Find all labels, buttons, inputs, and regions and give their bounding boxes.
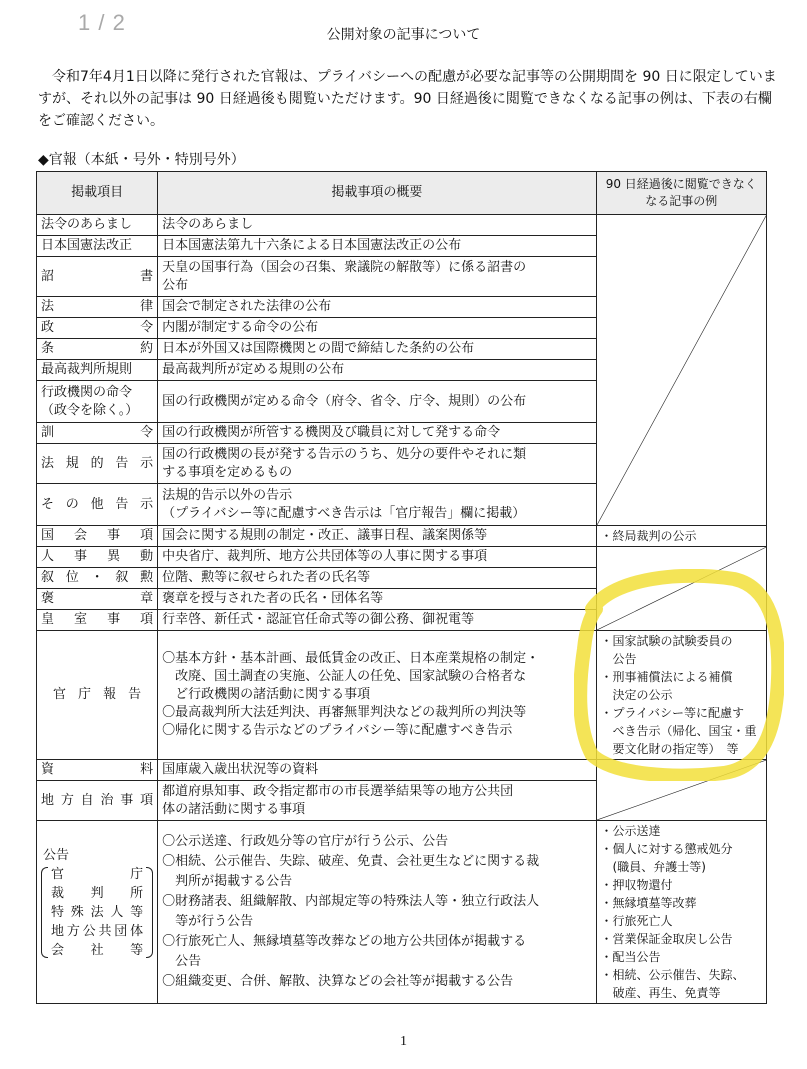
summary-cell: 褒章を授与された者の氏名・団体名等 [158,589,596,610]
summary-cell: 日本が外国又は国際機関との間で締結した条約の公布 [158,339,596,360]
summary-cell: 国会に関する規則の制定・改正、議事日程、議案関係等 [158,526,596,547]
kohyo-publishers: 官庁 裁判所 特殊法人等 地方公共団体 会社等 [41,865,153,960]
item-cell: 詔書 [37,257,158,297]
summary-cell: 国会で制定された法律の公布 [158,297,596,318]
diagonal-line [597,760,766,820]
restricted-cell: ・国家試験の試験委員の 公告 ・刑事補償法による補償 決定の公示 ・プライバシー等に配慮す べき告示（帰化、国宝・重 要文化財の指定等） 等 [596,631,766,760]
summary-cell: 国の行政機関の長が発する告示のうち、処分の要件やそれに類 する事項を定めるもの [158,444,596,484]
summary-cell: 法令のあらまし [158,215,596,236]
summary-cell: 日本国憲法第九十六条による日本国憲法改正の公布 [158,236,596,257]
diagonal-line [597,547,766,630]
summary-cell: 法規的告示以外の告示 （プライバシー等に配慮すべき告示は「官庁報告」欄に掲載） [158,484,596,526]
section-heading: ◆官報（本紙・号外・特別号外） [38,152,245,168]
summary-cell: 位階、勲等に叙せられた者の氏名等 [158,568,596,589]
item-cell: 最高裁判所規則 [37,360,158,381]
page-indicator: 1 / 2 [78,10,126,35]
restricted-empty-cell [596,215,766,526]
item-cell: 日本国憲法改正 [37,236,158,257]
table-row [37,821,767,1004]
summary-cell: 〇基本方針・基本計画、最低賃金の改正、日本産業規格の制定・ 改廃、国土調査の実施、公証人の任免、国家試験の合格者な ど行政機関の諸活動に関する事項 〇最高裁判所大法廷判決、再審無罪判決などの裁判所の判決等 〇帰化に関する告示などのプライバシー等に配慮すべき告示 [158,631,596,760]
kohyo-title: 公告 [43,848,70,863]
restricted-empty-cell [596,760,766,821]
summary-cell: 国庫歳入歳出状況等の資料 [158,760,596,781]
item-cell: 人事異動 [37,547,158,568]
diagonal-line [597,215,766,525]
item-cell: その他告示 [37,484,158,526]
item-cell: 国会事項 [37,526,158,547]
item-cell: 政令 [37,318,158,339]
item-cell: 法律 [37,297,158,318]
item-cell: 法規的告示 [37,444,158,484]
item-cell: 資料 [37,760,158,781]
header-summary: 掲載事項の概要 [158,172,596,215]
item-cell: 行政機関の命令 （政令を除く。） [37,381,158,423]
item-cell [37,821,158,1004]
summary-cell: 行幸啓、新任式・認証官任命式等の御公務、御祝電等 [158,610,596,631]
restricted-empty-cell [596,547,766,631]
item-cell: 褒章 [37,589,158,610]
summary-cell: 天皇の国事行為（国会の召集、衆議院の解散等）に係る詔書の 公布 [158,257,596,297]
table-row [37,526,767,547]
header-item: 掲載項目 [37,172,158,215]
summary-cell: 内閣が制定する命令の公布 [158,318,596,339]
kanpo-table [36,171,767,1004]
summary-cell: 〇公示送達、行政処分等の官庁が行う公示、公告 〇相続、公示催告、失踪、破産、免責、会社更生などに関する裁 判所が掲載する公告 〇財務諸表、組織解散、内部規定等の特殊法人等・独立行政法人 等が行う公告 〇行旅死亡人、無縁墳墓等改葬などの地方公共団体が掲載する 公告 〇組織変更、合併、解散、決算などの会社等が掲載する公告 [158,821,596,1004]
item-cell: 官庁報告 [37,631,158,760]
table-row [37,631,767,760]
page-number: 1 [400,1034,407,1049]
table-row [37,760,767,781]
table-header-row [37,172,767,215]
summary-cell: 国の行政機関が所管する機関及び職員に対して発する命令 [158,423,596,444]
restricted-cell: ・公示送達 ・個人に対する懲戒処分 (職員、弁護士等) ・押収物還付 ・無縁墳墓等改葬 ・行旅死亡人 ・営業保証金取戻し公告 ・配当公告 ・相続、公示催告、失踪、 破産、再生、免責等 [596,821,766,1004]
summary-cell: 最高裁判所が定める規則の公布 [158,360,596,381]
table-row [37,215,767,236]
item-cell: 叙位・叙勲 [37,568,158,589]
restricted-cell: ・終局裁判の公示 [596,526,766,547]
table-row [37,547,767,568]
summary-cell: 中央省庁、裁判所、地方公共団体等の人事に関する事項 [158,547,596,568]
summary-cell: 国の行政機関が定める命令（府令、省令、庁令、規則）の公布 [158,381,596,423]
header-restricted: 90 日経過後に閲覧できなくなる記事の例 [596,172,766,215]
item-cell: 法令のあらまし [37,215,158,236]
item-cell: 皇室事項 [37,610,158,631]
summary-cell: 都道府県知事、政令指定都市の市長選挙結果等の地方公共団 体の諸活動に関する事項 [158,781,596,821]
item-cell: 訓令 [37,423,158,444]
page-title: 公開対象の記事について [326,27,481,43]
item-cell: 地方自治事項 [37,781,158,821]
intro-paragraph: 令和7年4月1日以降に発行された官報は、プライバシーへの配慮が必要な記事等の公開期間を 90 日に限定していますが、それ以外の記事は 90 日経過後も閲覧いただけます。90 日経過後に閲覧できなくなる記事の例は、下表の右欄をご確認ください。 [38,69,777,129]
item-cell: 条約 [37,339,158,360]
